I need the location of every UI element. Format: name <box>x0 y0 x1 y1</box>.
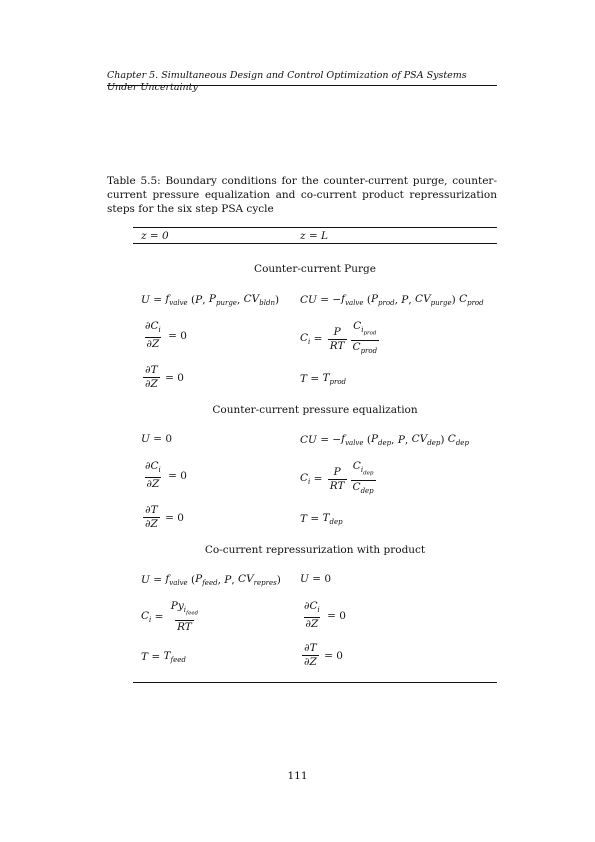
equation-concentration-purge: $C_i$ = $\frac{P}{RT}$ $\frac{C_{i_{prod}}}{C_{prod}}$ <box>300 320 381 359</box>
page-number: 111 <box>287 770 308 782</box>
section-title-equalization: Counter-current pressure equalization <box>212 404 418 416</box>
equation-velocity-purge-right: CU = − $f_{valve}$ ( $P_{prod}$ , P , $CV_{purge}$ ) $C_{prod}$ <box>300 293 484 308</box>
equation-velocity-purge-left: U = $f_{valve}$ ( P , $P_{purge}$ , $CV_{bldn}$ ) <box>141 293 280 308</box>
equation-concentration-gradient-equalization: $\frac{\partial C_i}{\partial Z}$ = 0 <box>145 460 187 491</box>
equation-temperature-repressurization: T = $T_{feed}$ <box>141 650 186 665</box>
equation-velocity-equalization-left: U = 0 <box>141 433 173 445</box>
equation-velocity-equalization-right: CU = − $f_{valve}$ ( $P_{dep}$ , P , $CV_{dep}$ ) $C_{dep}$ <box>300 433 469 448</box>
equation-concentration-gradient-purge: $\frac{\partial C_i}{\partial Z}$ = 0 <box>145 320 187 351</box>
equation-temperature-gradient-repressurization: $\frac{\partial T}{\partial Z}$ = 0 <box>304 642 343 668</box>
equation-velocity-repressurization-right: U = 0 <box>300 573 332 585</box>
header-rule <box>107 85 497 86</box>
column-header-right: z = L <box>300 230 328 242</box>
table-bottom-rule <box>133 682 497 683</box>
section-title-repressurization: Co-current repressurization with product <box>204 544 426 556</box>
running-header: Chapter 5. Simultaneous Design and Control Optimization of PSA Systems Under Uncertainty <box>107 70 467 93</box>
equation-temperature-gradient-purge: $\frac{\partial T}{\partial Z}$ = 0 <box>145 364 184 390</box>
section-title-purge: Counter-current Purge <box>254 263 376 275</box>
table-top-rule <box>133 227 497 228</box>
column-header-left: z = 0 <box>141 230 169 242</box>
equation-concentration-gradient-repressurization: $\frac{\partial C_i}{\partial Z}$ = 0 <box>304 600 346 631</box>
table-caption: Table 5.5: Boundary conditions for the counter-current purge, counter-current pressure equalization and co-current product repressurization steps for the six step PSA cycle <box>107 175 497 215</box>
equation-temperature-equalization: T = $T_{dep}$ <box>300 512 343 527</box>
equation-concentration-equalization: $C_i$ = $\frac{P}{RT}$ $\frac{C_{i_{dep}}}{C_{dep}}$ <box>300 460 378 499</box>
equation-temperature-gradient-equalization: $\frac{\partial T}{\partial Z}$ = 0 <box>145 504 184 530</box>
equation-concentration-repressurization: $C_i$ = $\frac{Py_{i_{feed}}}{RT}$ <box>141 600 199 634</box>
equation-temperature-purge: T = $T_{prod}$ <box>300 372 347 387</box>
table-header-rule <box>133 243 497 244</box>
equation-velocity-repressurization-left: U = $f_{valve}$ ( $P_{feed}$ , P , $CV_{repres}$ ) <box>141 573 281 588</box>
